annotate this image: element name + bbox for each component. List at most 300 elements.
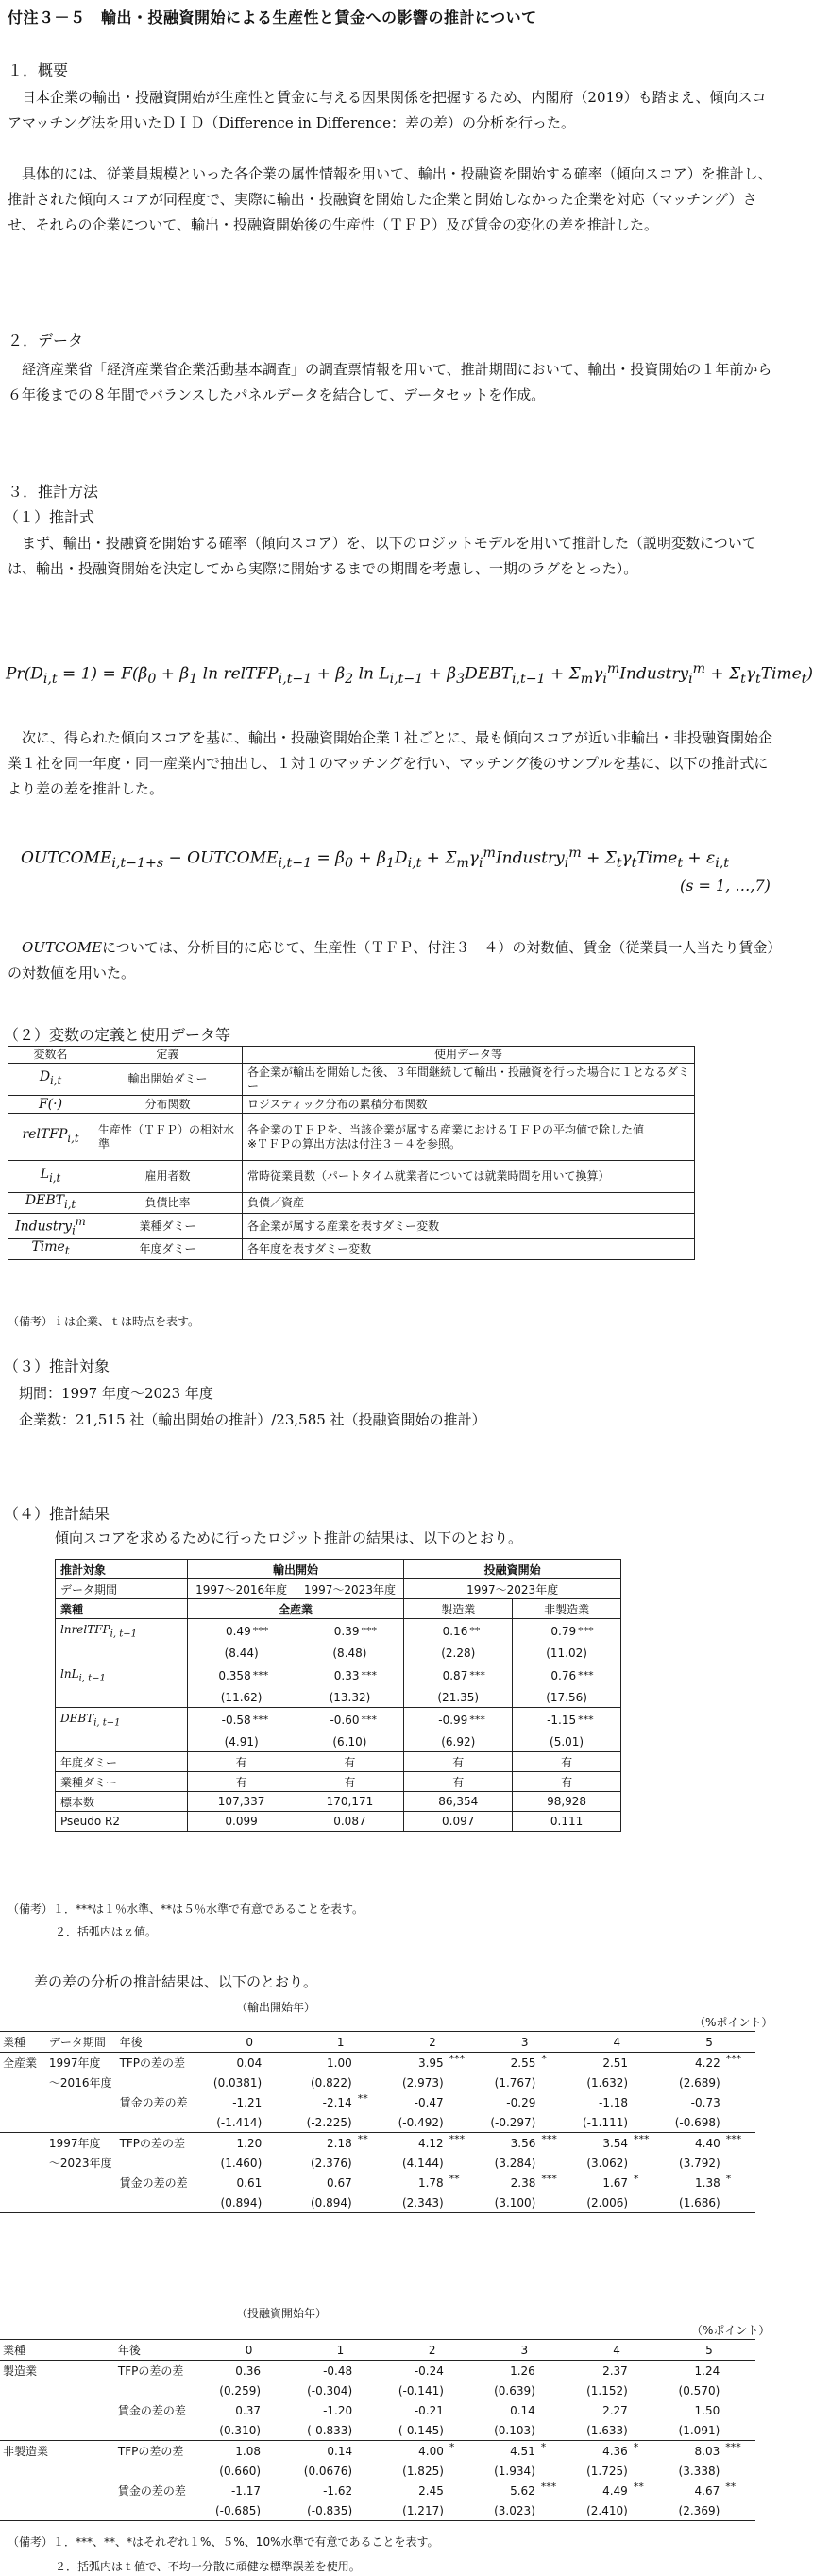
significance bbox=[355, 2153, 386, 2173]
sig: *** bbox=[361, 1714, 378, 1726]
sig: *** bbox=[252, 1669, 269, 1681]
t-value: (0.259) bbox=[219, 2383, 262, 2397]
estimate: 1.08 bbox=[203, 2441, 263, 2462]
year-header: 3 bbox=[478, 2340, 570, 2361]
significance bbox=[538, 2073, 570, 2092]
row-label: 賃金の差の差 bbox=[119, 2096, 188, 2109]
table-row bbox=[0, 2461, 755, 2481]
industry-label bbox=[0, 2481, 51, 2500]
table-cell: 有 bbox=[187, 1772, 296, 1792]
variable-symbol: relTFP$_{i,t}$ bbox=[8, 1114, 93, 1161]
variable-definition: 分布関数 bbox=[93, 1096, 243, 1114]
table-row bbox=[0, 2053, 755, 2073]
significance bbox=[723, 2192, 755, 2213]
t-value: (3.100) bbox=[479, 2192, 539, 2213]
estimate: 4.40 bbox=[663, 2133, 723, 2154]
significance bbox=[631, 2380, 663, 2400]
table-cell bbox=[513, 1663, 621, 1689]
significance bbox=[355, 2112, 386, 2133]
t-value: (1.632) bbox=[586, 2075, 629, 2090]
section-3-paragraph-2: 次に、得られた傾向スコアを基に、輸出・投融資開始企業１社ごとに、最も傾向スコアが近い非輸出・非投融資開始企業１社を同一年度・同一産業内で抽出し、１対１のマッチングを行い、マッチング後のサンプルを基に、以下の推計式により差の差を推計した。 bbox=[8, 729, 773, 797]
significance bbox=[263, 2500, 295, 2521]
significance bbox=[355, 2361, 386, 2381]
estimate: 0.04 bbox=[236, 2056, 263, 2070]
significance bbox=[538, 2192, 570, 2213]
table-cell: 全産業 bbox=[187, 1599, 404, 1619]
estimate: -0.73 bbox=[690, 2095, 720, 2109]
zvalue: (11.02) bbox=[513, 1644, 621, 1663]
period-label bbox=[51, 2420, 115, 2441]
section-3-heading: ３．推計方法 bbox=[8, 483, 99, 501]
significance bbox=[355, 2461, 386, 2481]
row-variable: lnrelTFP$_{i, t-1}$ bbox=[56, 1619, 188, 1645]
row-label bbox=[117, 2112, 205, 2133]
estimate: 2.37 bbox=[602, 2363, 628, 2378]
formula-range: (s = 1, …,7) bbox=[680, 877, 771, 895]
table-cell: 170,171 bbox=[296, 1792, 404, 1812]
did-export-table bbox=[0, 2031, 755, 2213]
industry-label bbox=[0, 2380, 51, 2400]
coef: 0.76 bbox=[550, 1669, 577, 1682]
estimate: 4.67 bbox=[694, 2483, 720, 2498]
t-value: (1.767) bbox=[494, 2075, 536, 2090]
estimate: 4.22 bbox=[695, 2056, 720, 2070]
significance bbox=[264, 2073, 295, 2092]
table-header: 輸出開始 bbox=[187, 1560, 404, 1579]
period-label bbox=[51, 2481, 115, 2500]
significance: * bbox=[541, 2053, 547, 2065]
coef: 0.33 bbox=[333, 1669, 360, 1682]
significance bbox=[263, 2361, 295, 2381]
variable-data-cell bbox=[243, 1114, 695, 1161]
estimate: 0.36 bbox=[235, 2363, 262, 2378]
sig: *** bbox=[469, 1669, 485, 1681]
industry-label bbox=[0, 2173, 46, 2192]
t-value: (-0.685) bbox=[203, 2500, 263, 2521]
t-value: (-0.297) bbox=[490, 2115, 536, 2129]
significance: ** bbox=[355, 2133, 386, 2154]
zvalue: (6.92) bbox=[404, 1732, 513, 1752]
table-cell bbox=[296, 1663, 404, 1689]
t-value: (2.343) bbox=[386, 2192, 447, 2213]
t-value: (-1.111) bbox=[583, 2115, 629, 2129]
table-cell: 1997～2016年度 bbox=[187, 1579, 296, 1599]
row-label: 賃金の差の差 bbox=[117, 2404, 186, 2417]
t-value: (1.633) bbox=[586, 2423, 628, 2437]
variable-symbol: $DEBT_{i,t}$ bbox=[8, 1193, 93, 1214]
t-value: (3.023) bbox=[478, 2500, 537, 2521]
t-value: (4.144) bbox=[401, 2156, 444, 2170]
table-cell: 有 bbox=[296, 1772, 404, 1792]
estimate: -1.62 bbox=[323, 2483, 353, 2498]
significance: * bbox=[634, 2173, 639, 2185]
section-1-paragraph-2: 具体的には、従業員規模といった各企業の属性情報を用いて、輸出・投融資を開始する確率（傾向スコア）を推計し、推計された傾向スコアが同程度で、実際に輸出・投融資を開始した企業と開始しなかった企業を対応（マッチング）させ、それらの企業について、輸出・投融資開始後の生産性（ＴＦＰ）及び賃金の変化の差を推計した。 bbox=[8, 165, 772, 233]
t-value: (-0.304) bbox=[307, 2383, 353, 2397]
logit-note-1: （備考）１．***は１％水準、**は５％水準で有意であることを表す。 bbox=[8, 1902, 364, 1916]
row-variable: lnL$_{i, t-1}$ bbox=[56, 1663, 188, 1689]
table-header: データ期間 bbox=[46, 2032, 117, 2053]
variable-definition-table bbox=[8, 1046, 695, 1260]
estimate: 4.49 bbox=[602, 2483, 628, 2498]
estimate: 2.27 bbox=[602, 2403, 628, 2417]
row-label bbox=[115, 2420, 203, 2441]
row-label: TFPの差の差 bbox=[117, 2133, 205, 2154]
period-label bbox=[46, 2192, 117, 2213]
t-value: (1.091) bbox=[678, 2423, 720, 2437]
estimate: 1.50 bbox=[694, 2403, 720, 2417]
significance bbox=[355, 2053, 386, 2073]
estimate: 1.26 bbox=[510, 2363, 535, 2378]
coef: 0.39 bbox=[333, 1625, 360, 1638]
year-header: 5 bbox=[663, 2032, 755, 2053]
estimate: 0.61 bbox=[236, 2175, 263, 2190]
significance: ** bbox=[357, 2092, 368, 2105]
table-header: 業種 bbox=[0, 2340, 51, 2361]
significance bbox=[263, 2461, 295, 2481]
significance bbox=[631, 2400, 663, 2420]
estimate: 2.38 bbox=[510, 2175, 536, 2190]
estimate: -1.20 bbox=[323, 2403, 353, 2417]
row-label: 標本数 bbox=[56, 1792, 188, 1812]
table-cell bbox=[296, 1619, 404, 1645]
zvalue: (11.62) bbox=[187, 1688, 296, 1708]
significance bbox=[538, 2153, 570, 2173]
logit-intro: 傾向スコアを求めるために行ったロジット推計の結果は、以下のとおり。 bbox=[55, 1529, 523, 1546]
table-cell bbox=[187, 1619, 296, 1645]
zvalue: (5.01) bbox=[513, 1732, 621, 1752]
row-label bbox=[117, 2073, 205, 2092]
significance: ** bbox=[449, 2173, 460, 2185]
estimate: 1.38 bbox=[695, 2175, 720, 2190]
table-row bbox=[0, 2361, 755, 2381]
table-row bbox=[0, 2441, 755, 2462]
year-header: 3 bbox=[479, 2032, 571, 2053]
significance bbox=[538, 2112, 570, 2133]
section-2-paragraph: 経済産業省「経済産業省企業活動基本調査」の調査票情報を用いて、推計期間において、輸出・投資開始の１年前から６年後までの８年間でバランスしたパネルデータを結合して、データセットを作成。 bbox=[8, 361, 772, 403]
period-label: ～2016年度 bbox=[48, 2076, 112, 2090]
t-value: (0.103) bbox=[494, 2423, 535, 2437]
significance bbox=[538, 2461, 571, 2481]
period-label bbox=[46, 2112, 117, 2133]
variable-table-note: （備考）ｉは企業、ｔは時点を表す。 bbox=[8, 1315, 200, 1328]
table-cell: 1997～2023年度 bbox=[296, 1579, 404, 1599]
table-header-row bbox=[0, 2032, 755, 2053]
significance bbox=[263, 2420, 295, 2441]
significance: *** bbox=[447, 2133, 479, 2154]
zvalue: (2.28) bbox=[404, 1644, 513, 1663]
significance: *** bbox=[723, 2133, 755, 2154]
zvalue: (13.32) bbox=[296, 1688, 404, 1708]
period-label: ～2023年度 bbox=[48, 2157, 112, 2170]
variable-definition: 雇用者数 bbox=[93, 1161, 243, 1193]
row-label: 業種ダミー bbox=[56, 1772, 188, 1792]
sig: *** bbox=[252, 1625, 269, 1637]
significance: *** bbox=[631, 2133, 663, 2154]
significance bbox=[631, 2053, 663, 2073]
significance: ** bbox=[725, 2481, 737, 2493]
significance bbox=[355, 2481, 386, 2500]
t-value: (0.570) bbox=[678, 2383, 720, 2397]
table-cell: 86,354 bbox=[404, 1792, 513, 1812]
table-cell bbox=[404, 1708, 513, 1733]
row-label: 賃金の差の差 bbox=[119, 2176, 188, 2190]
t-value: (2.006) bbox=[571, 2192, 632, 2213]
row-label bbox=[117, 2153, 205, 2173]
estimate: 3.56 bbox=[479, 2133, 539, 2154]
table-header: 年後 bbox=[117, 2032, 205, 2053]
significance bbox=[631, 2461, 663, 2481]
section-3-paragraph-3-text: については、分析目的に応じて、生産性（ＴＦＰ、付注３－４）の対数値、賃金（従業員一人当たり賃金）の対数値を用いた。 bbox=[8, 939, 774, 981]
estimate: 3.95 bbox=[417, 2056, 444, 2070]
significance bbox=[631, 2092, 663, 2112]
significance bbox=[447, 2361, 478, 2381]
industry-label: 全産業 bbox=[3, 2056, 38, 2070]
table-row bbox=[0, 2073, 755, 2092]
variable-symbol: $L_{i,t}$ bbox=[8, 1161, 93, 1193]
significance bbox=[447, 2380, 478, 2400]
estimate: 4.00 bbox=[386, 2441, 447, 2462]
table-cell bbox=[404, 1663, 513, 1689]
significance: *** bbox=[540, 2481, 557, 2493]
industry-label bbox=[0, 2420, 51, 2441]
estimate: 0.14 bbox=[295, 2441, 355, 2462]
estimate: 0.14 bbox=[510, 2403, 535, 2417]
table-row bbox=[0, 2173, 755, 2192]
t-value: (1.152) bbox=[586, 2383, 628, 2397]
significance bbox=[355, 2192, 386, 2213]
t-value: (-0.698) bbox=[674, 2115, 720, 2129]
significance bbox=[264, 2133, 295, 2154]
t-value: (-0.835) bbox=[295, 2500, 355, 2521]
coef: 0.79 bbox=[550, 1625, 577, 1638]
estimate: 3.54 bbox=[571, 2133, 632, 2154]
t-value: (-0.145) bbox=[398, 2423, 444, 2437]
table-cell bbox=[187, 1663, 296, 1689]
estimate: 2.55 bbox=[510, 2056, 536, 2070]
t-value: (2.376) bbox=[311, 2156, 352, 2170]
table-header: 変数名 bbox=[8, 1047, 93, 1064]
year-header: 1 bbox=[295, 2340, 386, 2361]
year-header: 2 bbox=[386, 2032, 479, 2053]
table-cell: 0.097 bbox=[404, 1812, 513, 1832]
significance bbox=[264, 2192, 295, 2213]
zvalue: (17.56) bbox=[513, 1688, 621, 1708]
section-3-paragraph-1: まず、輸出・投融資を開始する確率（傾向スコア）を、以下のロジットモデルを用いて推計した（説明変数については、輸出・投融資開始を決定してから実際に開始するまでの期間を考慮し、一期のラグをとった）。 bbox=[8, 535, 756, 577]
estimate: -1.18 bbox=[598, 2095, 629, 2109]
estimate: 0.37 bbox=[235, 2403, 262, 2417]
variable-symbol: Industry$_i^m$ bbox=[8, 1213, 93, 1238]
table-cell bbox=[513, 1619, 621, 1645]
estimate: 2.45 bbox=[418, 2483, 444, 2498]
table-header: データ期間 bbox=[56, 1579, 188, 1599]
variable-definition: 生産性（ＴＦＰ）の相対水準 bbox=[93, 1114, 243, 1161]
table-cell: 0.099 bbox=[187, 1812, 296, 1832]
section-3-paragraph-3 bbox=[8, 935, 774, 986]
t-value: (0.660) bbox=[219, 2464, 262, 2478]
variable-data-note: ※ＴＦＰの算出方法は付注３－４を参照。 bbox=[247, 1136, 462, 1151]
significance bbox=[264, 2092, 295, 2112]
significance: *** bbox=[449, 2053, 466, 2065]
significance: * bbox=[447, 2441, 478, 2462]
variable-data: 負債／資産 bbox=[243, 1193, 695, 1214]
industry-label bbox=[0, 2092, 46, 2112]
t-value: (-1.414) bbox=[216, 2115, 263, 2129]
significance bbox=[264, 2112, 295, 2133]
outcome-variable: OUTCOME bbox=[22, 939, 103, 956]
significance bbox=[722, 2361, 755, 2381]
subsection-formula-heading: （１）推計式 bbox=[4, 508, 95, 526]
table-row bbox=[0, 2500, 755, 2521]
did-table-1-caption: （輸出開始年） bbox=[236, 2001, 316, 2014]
variable-data: 各企業が輸出を開始した後、３年間継続して輸出・投融資を行った場合に１となるダミー bbox=[243, 1064, 695, 1096]
significance bbox=[355, 2400, 386, 2420]
section-1-heading: １．概要 bbox=[8, 61, 69, 79]
row-label: TFPの差の差 bbox=[115, 2441, 203, 2462]
subsection-results-heading: （４）推計結果 bbox=[4, 1505, 110, 1523]
significance bbox=[722, 2400, 755, 2420]
table-cell: 有 bbox=[187, 1752, 296, 1772]
significance bbox=[723, 2092, 755, 2112]
did-intro: 差の差の分析の推計結果は、以下のとおり。 bbox=[34, 1973, 318, 1990]
table-row bbox=[0, 2380, 755, 2400]
period-label: 1997年度 bbox=[46, 2133, 117, 2154]
significance bbox=[264, 2053, 295, 2073]
table-cell bbox=[513, 1708, 621, 1733]
table-cell: 有 bbox=[513, 1772, 621, 1792]
did-table-1-unit: （%ポイント） bbox=[694, 2016, 773, 2029]
row-label bbox=[117, 2192, 205, 2213]
variable-definition: 輸出開始ダミー bbox=[93, 1064, 243, 1096]
significance bbox=[631, 2073, 663, 2092]
significance bbox=[263, 2400, 295, 2420]
significance bbox=[355, 2173, 386, 2192]
estimate: 1.67 bbox=[602, 2175, 629, 2190]
coef: 0.49 bbox=[225, 1625, 251, 1638]
sig: *** bbox=[469, 1714, 485, 1726]
t-value: (2.689) bbox=[679, 2075, 720, 2090]
significance bbox=[264, 2153, 295, 2173]
row-label: TFPの差の差 bbox=[119, 2056, 186, 2070]
sig: *** bbox=[361, 1625, 378, 1637]
estimate: 2.18 bbox=[295, 2133, 355, 2154]
period-label bbox=[46, 2092, 117, 2112]
did-table-2-unit: （%ポイント） bbox=[691, 2324, 771, 2337]
estimate: -0.48 bbox=[323, 2363, 353, 2378]
significance bbox=[447, 2461, 478, 2481]
significance bbox=[722, 2420, 755, 2441]
table-row bbox=[0, 2112, 755, 2133]
row-label: 年度ダミー bbox=[56, 1752, 188, 1772]
t-value: (1.217) bbox=[386, 2500, 447, 2521]
subsection-target-heading: （３）推計対象 bbox=[4, 1357, 110, 1375]
estimate: 0.67 bbox=[327, 2175, 352, 2190]
coef: 0.87 bbox=[442, 1669, 468, 1682]
sig: *** bbox=[252, 1714, 269, 1726]
t-value: (3.062) bbox=[586, 2156, 629, 2170]
industry-label bbox=[0, 2153, 46, 2173]
table-header: 投融資開始 bbox=[404, 1560, 621, 1579]
significance: *** bbox=[541, 2173, 557, 2185]
significance bbox=[723, 2112, 755, 2133]
logit-note-2: ２．括弧内はｚ値。 bbox=[55, 1925, 158, 1938]
significance bbox=[355, 2420, 386, 2441]
t-value: (1.725) bbox=[586, 2464, 628, 2478]
coef: 0.16 bbox=[442, 1625, 468, 1638]
t-value: (-2.225) bbox=[306, 2115, 352, 2129]
coef: -1.15 bbox=[547, 1714, 577, 1727]
table-cell bbox=[51, 2340, 115, 2361]
estimate: 1.24 bbox=[694, 2363, 720, 2378]
table-row bbox=[0, 2133, 755, 2154]
table-cell bbox=[56, 1732, 188, 1752]
estimate: 2.51 bbox=[602, 2056, 629, 2070]
significance bbox=[631, 2361, 663, 2381]
significance bbox=[447, 2092, 479, 2112]
logit-results-table bbox=[55, 1559, 621, 1832]
significance bbox=[538, 2092, 570, 2112]
table-cell: 非製造業 bbox=[513, 1599, 621, 1619]
t-value: (1.825) bbox=[402, 2464, 444, 2478]
significance bbox=[538, 2361, 571, 2381]
estimate: -0.47 bbox=[414, 2095, 444, 2109]
row-label: Pseudo R2 bbox=[56, 1812, 188, 1832]
industry-label bbox=[0, 2073, 46, 2092]
sig: *** bbox=[361, 1669, 378, 1681]
table-cell: 製造業 bbox=[404, 1599, 513, 1619]
did-investment-table bbox=[0, 2339, 755, 2521]
significance bbox=[263, 2481, 295, 2500]
variable-symbol: $D_{i,t}$ bbox=[8, 1064, 93, 1096]
table-row bbox=[0, 2153, 755, 2173]
significance bbox=[538, 2500, 571, 2521]
variable-data: 各年度を表すダミー変数 bbox=[243, 1239, 695, 1260]
table-header-row bbox=[0, 2340, 755, 2361]
table-cell: 有 bbox=[296, 1752, 404, 1772]
period-label bbox=[51, 2380, 115, 2400]
coef: 0.358 bbox=[218, 1669, 251, 1682]
table-header: 業種 bbox=[56, 1599, 188, 1619]
significance: *** bbox=[725, 2053, 742, 2065]
period-label bbox=[51, 2400, 115, 2420]
t-value: (0.310) bbox=[219, 2423, 262, 2437]
logit-formula: $Pr(D_{i,t} = 1) = F(\beta_0 + \beta_1$ ln relTFP$_{i,t-1}$ + $\beta_2$ $\ln L_{i,t-1}$ + $\beta_3DEBT_{i,t-1}$ + $\Sigma_m\gamma_i^mIndustry_i^m$ + $\Sigma_t\gamma_tTime_t$) bbox=[6, 661, 813, 688]
year-header: 4 bbox=[570, 2340, 662, 2361]
zvalue: (8.44) bbox=[187, 1644, 296, 1663]
t-value: (-0.141) bbox=[398, 2383, 444, 2397]
significance: *** bbox=[538, 2133, 570, 2154]
period-label bbox=[51, 2441, 115, 2462]
zvalue: (21.35) bbox=[404, 1688, 513, 1708]
period-label bbox=[51, 2500, 115, 2521]
estimate: 1.20 bbox=[204, 2133, 264, 2154]
t-value: (2.369) bbox=[663, 2500, 722, 2521]
row-label bbox=[115, 2500, 203, 2521]
table-cell: 有 bbox=[513, 1752, 621, 1772]
t-value: (0.0676) bbox=[303, 2464, 353, 2478]
table-header: 使用データ等 bbox=[243, 1047, 695, 1064]
coef: -0.99 bbox=[438, 1714, 468, 1727]
variable-data: 各企業のＴＦＰを、当該企業が属する産業におけるＴＦＰの平均値で除した値 bbox=[247, 1122, 645, 1136]
did-note-1: （備考）１．***、**、*はそれぞれ１%、５%、10%水準で有意であることを表す。 bbox=[8, 2535, 439, 2549]
table-cell bbox=[56, 1688, 188, 1708]
table-cell: 107,337 bbox=[187, 1792, 296, 1812]
estimate: 1.00 bbox=[327, 2056, 352, 2070]
t-value: (-0.833) bbox=[307, 2423, 353, 2437]
table-cell: 0.087 bbox=[296, 1812, 404, 1832]
significance bbox=[447, 2073, 479, 2092]
estimate: -2.14 bbox=[322, 2095, 352, 2109]
significance bbox=[355, 2500, 386, 2521]
